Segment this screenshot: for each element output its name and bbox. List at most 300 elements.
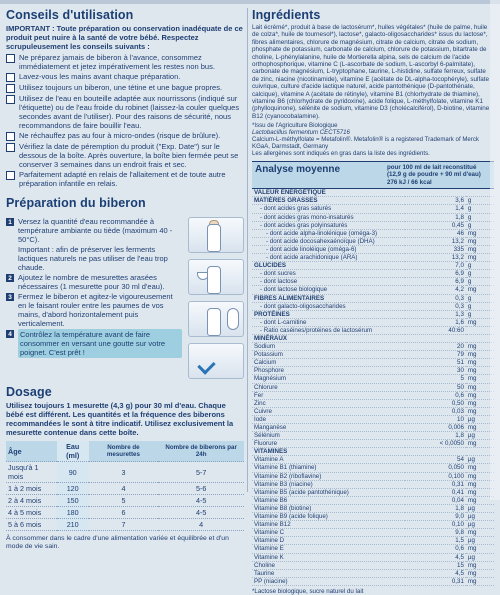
bottle-icon xyxy=(207,224,221,252)
analysis-value: 1,8 xyxy=(405,432,466,440)
analysis-value: 4,5 xyxy=(405,553,466,561)
analysis-unit: mg xyxy=(466,464,494,472)
analysis-unit: µg xyxy=(466,513,494,521)
analysis-header xyxy=(252,162,494,189)
illustration-check xyxy=(188,343,244,379)
dosage-cell: 120 xyxy=(57,483,89,495)
analysis-value: 50 xyxy=(405,383,466,391)
analysis-unit: mg xyxy=(466,391,494,399)
analysis-name: FIBRES ALIMENTAIRES xyxy=(252,294,405,302)
analysis-name: - dont acides gras saturés xyxy=(252,205,405,213)
analysis-value: 0,6 xyxy=(405,391,466,399)
analysis-row xyxy=(252,488,494,496)
analysis-row xyxy=(252,294,494,302)
dosage-text: Utilisez toujours 1 mesurette (4,3 g) pour 30 ml d'eau. Chaque bébé est différent. Les quantités et la fréquence des biberons recommandées le sont à titre indicatif. Utilisez exclusivement la mesurette contenue dans cette boîte. xyxy=(6,401,234,437)
checkbox-icon xyxy=(6,73,15,82)
analysis-name: Vitamine B5 (acide pantothénique) xyxy=(252,488,405,496)
analysis-row xyxy=(252,561,494,569)
analysis-unit: mg xyxy=(466,237,494,245)
analysis-row xyxy=(252,278,494,286)
analysis-value: 1,3 xyxy=(405,310,466,318)
prep-step xyxy=(6,217,182,244)
analysis-value: 46 xyxy=(405,229,466,237)
analysis-row xyxy=(252,480,494,488)
analysis-row xyxy=(252,537,494,545)
prep-illustrations xyxy=(188,217,244,379)
analysis-value: 1,8 xyxy=(405,213,466,221)
analysis-unit: µg xyxy=(466,521,494,529)
left-column xyxy=(6,6,244,550)
analysis-value: < 0,0050 xyxy=(405,440,466,448)
analysis-unit: µg xyxy=(466,432,494,440)
analysis-row xyxy=(252,424,494,432)
illustration-bottle xyxy=(188,217,244,253)
analysis-value: 0,03 xyxy=(405,407,466,415)
checklist-item xyxy=(6,94,244,130)
analysis-name: Magnésium xyxy=(252,375,405,383)
analysis-name: - dont lactose xyxy=(252,278,405,286)
analysis-unit: µg xyxy=(466,415,494,423)
analysis-value: 3,6 xyxy=(405,197,466,205)
analysis-name: - dont L-carnitine xyxy=(252,318,405,326)
analysis-row xyxy=(252,237,494,245)
checklist-item xyxy=(6,83,244,93)
checkbox-icon xyxy=(6,143,15,152)
analysis-name: Fer xyxy=(252,391,405,399)
step-number: 1 xyxy=(6,218,14,226)
right-column xyxy=(252,6,494,595)
analysis-unit: g xyxy=(466,213,494,221)
analysis-value: 10 xyxy=(405,415,466,423)
dosage-table-header xyxy=(6,441,244,462)
analysis-unit: mg xyxy=(466,375,494,383)
analysis-unit: µg xyxy=(466,537,494,545)
analysis-unit: mg xyxy=(466,561,494,569)
dosage-row xyxy=(6,483,244,495)
analysis-name: Choline xyxy=(252,561,405,569)
analysis-value: 15 xyxy=(405,561,466,569)
analysis-name: Sélénium xyxy=(252,432,405,440)
analysis-row xyxy=(252,415,494,423)
checkbox-icon xyxy=(6,95,15,104)
analysis-value: 0,31 xyxy=(405,480,466,488)
dosage-row xyxy=(6,507,244,519)
step-text: Fermez le biberon et agitez-le vigoureusement en le faisant rouler entre les paumes de vos mains, d'abord horizontalement puis verticalement. xyxy=(18,292,173,328)
dosage-row xyxy=(6,495,244,507)
analysis-name: Cuivre xyxy=(252,407,405,415)
dosage-table-body xyxy=(6,462,244,531)
analysis-row xyxy=(252,326,494,334)
analysis-row xyxy=(252,399,494,407)
analysis-value: 0,45 xyxy=(405,221,466,229)
analysis-name: - Ratio caséines/protéines de lactosérum xyxy=(252,326,405,334)
analysis-name: Vitamine B6 xyxy=(252,496,405,504)
checklist-text: Ne réchauffez pas au four à micro-ondes (risque de brûlure). xyxy=(19,131,221,140)
dosage-cell: 4-5 xyxy=(158,495,244,507)
analysis-name: VALEUR ÉNERGÉTIQUE xyxy=(252,189,405,197)
col-eau: Eau (ml) xyxy=(57,441,89,462)
analysis-value: 0,31 xyxy=(405,577,466,585)
step-number: 2 xyxy=(6,274,14,282)
analysis-table xyxy=(252,189,494,586)
analysis-value: 30 xyxy=(405,367,466,375)
bottle-icon xyxy=(207,308,221,336)
checklist-item xyxy=(6,131,244,141)
col-age: Âge xyxy=(6,441,57,462)
analysis-unit: mg xyxy=(466,488,494,496)
analysis-row xyxy=(252,545,494,553)
ingredients-text: Lait écrémé*, produit à base de lactosérum*, huiles végétales* (huile de palme, huile de colza*, huile de tournesol*), lactose*, galacto-oligosaccharides* issus du lactose*, fibres alimentaires, chlorure de magnésium, citrate de calcium, citrate de sodium, phosphate de potassium, carbonate de calcium, chlorure de potassium, bitartrate de choline, L-phénylalanine, huile de Mortierella alpina, sels de calcium de l'acide orthophosphorique, vitamine C (L-ascorbate de sodium, L-ascorbyl 6-palmitate), carbonate de magnésium, L-tryptophane, taurine, L-histidine, sulfate ferreux, sulfate de zinc, niacine (nicotinamide), vitamine E (acétate de DL-alpha-tocophéryle), sulfate cuivrique, culture d'acide lactique naturel, acide pantothénique (D-pantothénate, calcique), vitamine A (acétate de rétinyle), vitamine B1 (chlorhydrate de thiamine), vitamine B6 (chlorhydrate de pyridoxine), acide folique, L-méthylfolate, vitamine K1 (phylloquinone), sélénite de sodium, vitamine D3 (cholécalciférol), D-biotine, vitamine B12 (cyanocobalamine). xyxy=(252,24,490,120)
analysis-unit: mg xyxy=(466,399,494,407)
analysis-row xyxy=(252,343,494,351)
dosage-cell: 90 xyxy=(57,462,89,483)
prep-step xyxy=(6,329,182,358)
dosage-title: Dosage xyxy=(6,385,52,399)
analysis-row xyxy=(252,391,494,399)
analysis-unit: mg xyxy=(466,407,494,415)
checklist-item xyxy=(6,53,244,71)
analysis-value: 1,6 xyxy=(405,318,466,326)
analysis-row xyxy=(252,205,494,213)
checkbox-icon xyxy=(6,171,15,180)
analysis-row xyxy=(252,440,494,448)
dosage-section xyxy=(6,385,244,551)
analysis-unit: g xyxy=(466,294,494,302)
bottle-icon xyxy=(207,266,221,294)
analysis-unit: mg xyxy=(466,254,494,262)
analysis-name: - dont galacto-oligosaccharides xyxy=(252,302,405,310)
col-biberons: Nombre de biberons par 24h xyxy=(158,441,244,462)
analysis-value: 0,6 xyxy=(405,545,466,553)
analysis-row xyxy=(252,577,494,585)
illustration-shake xyxy=(188,301,244,337)
analysis-value xyxy=(405,448,466,456)
analysis-value: 335 xyxy=(405,245,466,253)
dosage-cell: 5 xyxy=(89,495,159,507)
analysis-name: - dont sucres xyxy=(252,270,405,278)
analysis-unit: µg xyxy=(466,504,494,512)
analysis-unit: g xyxy=(466,262,494,270)
column-divider xyxy=(247,8,248,492)
top-band xyxy=(0,0,500,4)
analysis-unit: mg xyxy=(466,359,494,367)
check-icon xyxy=(197,356,215,374)
analysis-row xyxy=(252,448,494,456)
analysis-name: - dont acide linoléique (oméga-6) xyxy=(252,245,405,253)
ingredients-title: Ingrédients xyxy=(252,8,321,22)
analysis-unit: mg xyxy=(466,472,494,480)
analysis-unit: mg xyxy=(466,424,494,432)
analysis-row xyxy=(252,513,494,521)
analysis-name: - dont acides gras polyinsaturés xyxy=(252,221,405,229)
analysis-name: Taurine xyxy=(252,569,405,577)
analysis-unit: µg xyxy=(466,456,494,464)
prep-title: Préparation du biberon xyxy=(6,196,146,210)
analysis-unit: mg xyxy=(466,367,494,375)
dosage-cell: 4 xyxy=(89,483,159,495)
analysis-row xyxy=(252,569,494,577)
analysis-value: 0,050 xyxy=(405,464,466,472)
dosage-cell: Jusqu'à 1 mois xyxy=(6,462,57,483)
analysis-unit: mg xyxy=(466,440,494,448)
analysis-table-wrapper xyxy=(252,161,494,595)
analysis-name: PP (niacine) xyxy=(252,577,405,585)
thermometer-icon xyxy=(227,308,239,330)
dosage-cell: 7 xyxy=(89,519,159,531)
dosage-cell: 6 xyxy=(89,507,159,519)
analysis-value: 1,4 xyxy=(405,205,466,213)
analysis-value: 1,8 xyxy=(405,504,466,512)
dosage-cell: 2 à 4 mois xyxy=(6,495,57,507)
analysis-unit: g xyxy=(466,221,494,229)
analysis-name: Phosphore xyxy=(252,367,405,375)
right-footer: *Lactose biologique, sucre naturel du lait xyxy=(252,587,364,595)
analysis-row xyxy=(252,553,494,561)
analysis-value: 0,3 xyxy=(405,302,466,310)
checklist-text: Utilisez toujours un biberon, une tétine et une bague propres. xyxy=(19,83,223,92)
analysis-row xyxy=(252,221,494,229)
checklist-item xyxy=(6,170,244,188)
step-text: Contrôlez la température avant de faire consommer en versant une goutte sur votre poignet. C'est prêt ! xyxy=(18,329,182,358)
analysis-unit: mg xyxy=(466,569,494,577)
analysis-name: Chlorure xyxy=(252,383,405,391)
analysis-name: Vitamine A xyxy=(252,456,405,464)
prep-step xyxy=(6,292,182,328)
illustration-scoop xyxy=(188,259,244,295)
analysis-row xyxy=(252,229,494,237)
analysis-per-100ml: pour 100 ml de lait reconstitué (12,9 g de poudre + 90 ml d'eau) xyxy=(387,164,481,179)
analysis-name: Vitamine B8 (biotine) xyxy=(252,504,405,512)
analysis-unit: mg xyxy=(466,383,494,391)
checklist-text: Parfaitement adapté en relais de l'allaitement et de toute autre préparation infantile en relais. xyxy=(19,170,226,188)
analysis-value: 0,50 xyxy=(405,399,466,407)
analysis-row xyxy=(252,262,494,270)
conseils-title: Conseils d'utilisation xyxy=(6,8,134,22)
analysis-unit: g xyxy=(466,302,494,310)
analysis-value: 5 xyxy=(405,375,466,383)
analysis-row xyxy=(252,383,494,391)
dosage-row xyxy=(6,462,244,483)
analysis-row xyxy=(252,302,494,310)
analysis-name: Fluorure xyxy=(252,440,405,448)
checkbox-icon xyxy=(6,54,15,63)
analysis-value: 0,41 xyxy=(405,488,466,496)
analysis-row xyxy=(252,213,494,221)
step-text: Important : afin de préserver les ferments lactiques naturels ne pas utiliser de l'eau trop chaude. xyxy=(18,245,168,272)
ingredients-note: Les allergènes sont indiqués en gras dans la liste des ingrédients. xyxy=(252,150,430,158)
analysis-name: Vitamine B9 (acide folique) xyxy=(252,513,405,521)
prep-section xyxy=(6,216,244,379)
analysis-value: 9,8 xyxy=(405,529,466,537)
analysis-name: GLUCIDES xyxy=(252,262,405,270)
analysis-value: 7,0 xyxy=(405,262,466,270)
checkbox-icon xyxy=(6,132,15,141)
analysis-name: Iode xyxy=(252,415,405,423)
analysis-name: - dont acide docosahexaénoïque (DHA) xyxy=(252,237,405,245)
analysis-name: Vitamine B1 (thiamine) xyxy=(252,464,405,472)
analysis-name: Vitamine D xyxy=(252,537,405,545)
analysis-row xyxy=(252,334,494,342)
analysis-unit: mg xyxy=(466,577,494,585)
analysis-value: 0,100 xyxy=(405,472,466,480)
analysis-value: 4,5 xyxy=(405,569,466,577)
dosage-table xyxy=(6,441,244,531)
analysis-unit: mg xyxy=(466,286,494,294)
analysis-unit: µg xyxy=(466,553,494,561)
analysis-row xyxy=(252,270,494,278)
analysis-value: 0,3 xyxy=(405,294,466,302)
col-mesurettes: Nombre de mesurettes xyxy=(89,441,159,462)
analysis-name: VITAMINES xyxy=(252,448,405,456)
ingredients-note: Lactobacillus fermentum CECT5716 xyxy=(252,129,350,137)
analysis-row xyxy=(252,464,494,472)
dosage-cell: 150 xyxy=(57,495,89,507)
analysis-name: Vitamine E xyxy=(252,545,405,553)
analysis-unit: mg xyxy=(466,245,494,253)
important-text: IMPORTANT : Toute préparation ou conservation inadéquate de ce produit peut nuire à la santé de votre bébé. Respectez scrupuleusement les conseils suivants : xyxy=(6,24,243,51)
analysis-value: 1,5 xyxy=(405,537,466,545)
checklist-text: Lavez-vous les mains avant chaque préparation. xyxy=(19,72,181,81)
analysis-unit: mg xyxy=(466,529,494,537)
dosage-cell: 5-7 xyxy=(158,462,244,483)
analysis-value xyxy=(405,334,466,342)
analysis-unit: g xyxy=(466,270,494,278)
analysis-unit: mg xyxy=(466,351,494,359)
ingredients-note: *Issu de l'Agriculture Biologique xyxy=(252,122,338,130)
analysis-unit: g xyxy=(466,278,494,286)
analysis-row xyxy=(252,529,494,537)
analysis-unit: mg xyxy=(466,229,494,237)
dosage-cell: 4 xyxy=(158,519,244,531)
prep-step xyxy=(6,273,182,291)
analysis-unit: mg xyxy=(466,545,494,553)
step-text: Versez la quantité d'eau recommandée à température ambiante ou tiède (maximum 40 - 50°C). xyxy=(18,217,173,244)
analysis-unit: g xyxy=(466,197,494,205)
dosage-cell: 4-5 xyxy=(158,507,244,519)
analysis-row xyxy=(252,432,494,440)
analysis-row xyxy=(252,521,494,529)
left-footer: À consommer dans le cadre d'une alimentation variée et équilibrée et d'un mode de vie sain. xyxy=(6,535,229,550)
analysis-value: 0,04 xyxy=(405,496,466,504)
analysis-energy: 276 kJ / 66 kcal xyxy=(387,179,432,187)
analysis-name: Vitamine B2 (riboflavine) xyxy=(252,472,405,480)
analysis-row xyxy=(252,286,494,294)
analysis-row xyxy=(252,254,494,262)
prep-step xyxy=(6,245,182,272)
analysis-table-body xyxy=(252,189,494,585)
analysis-unit: mg xyxy=(466,343,494,351)
analysis-value: 6,9 xyxy=(405,270,466,278)
analysis-unit: g xyxy=(466,205,494,213)
dosage-cell: 4 à 5 mois xyxy=(6,507,57,519)
analysis-name: Vitamine C xyxy=(252,529,405,537)
analysis-row xyxy=(252,245,494,253)
analysis-name: Vitamine K xyxy=(252,553,405,561)
analysis-row xyxy=(252,367,494,375)
analysis-row xyxy=(252,472,494,480)
analysis-value: 0,10 xyxy=(405,521,466,529)
analysis-unit: mg xyxy=(466,496,494,504)
analysis-name: - dont acide arachidonique (ARA) xyxy=(252,254,405,262)
analysis-name: - dont acide alpha-linolénique (oméga-3) xyxy=(252,229,405,237)
prep-steps xyxy=(6,216,182,379)
analysis-row xyxy=(252,197,494,205)
analysis-row xyxy=(252,189,494,197)
analysis-row xyxy=(252,351,494,359)
checklist-text: Vérifiez la date de péremption du produit ("Exp. Date") sur le dessous de la boîte. Après ouverture, la boîte bien fermée peut se conserver 3 semaines dans un endroit frais et sec. xyxy=(19,142,239,169)
analysis-value: 13,2 xyxy=(405,254,466,262)
checklist-text: Utilisez de l'eau en bouteille adaptée aux nourrissons (indiqué sur l'étiquette) ou de l'eau froide du robinet (laissez-la couler quelques secondes avant de l'utiliser). Pour des raisons de sécurité, nous recommandons de faire bouillir l'eau. xyxy=(19,94,240,130)
analysis-name: Vitamine B12 xyxy=(252,521,405,529)
analysis-name: Calcium xyxy=(252,359,405,367)
dosage-row xyxy=(6,519,244,531)
dosage-cell: 3 xyxy=(89,462,159,483)
analysis-name: Vitamine B3 (niacine) xyxy=(252,480,405,488)
analysis-value: 13,2 xyxy=(405,237,466,245)
dosage-cell: 5 à 6 mois xyxy=(6,519,57,531)
step-text: Ajoutez le nombre de mesurettes arasées nécessaires (1 mesurette pour 30 ml d'eau). xyxy=(18,273,165,291)
step-number xyxy=(6,246,14,254)
dosage-cell: 180 xyxy=(57,507,89,519)
analysis-row xyxy=(252,375,494,383)
analysis-row xyxy=(252,496,494,504)
dosage-cell: 1 à 2 mois xyxy=(6,483,57,495)
analysis-value xyxy=(405,189,466,197)
checklist-item xyxy=(6,72,244,82)
analysis-value: 4,2 xyxy=(405,286,466,294)
analysis-title: Analyse moyenne xyxy=(255,164,341,176)
analysis-value: 54 xyxy=(405,456,466,464)
analysis-value: 0,006 xyxy=(405,424,466,432)
analysis-value: 51 xyxy=(405,359,466,367)
dosage-cell: 5-6 xyxy=(158,483,244,495)
step-number: 4 xyxy=(6,330,14,338)
analysis-value: 9,0 xyxy=(405,513,466,521)
ingredients-notes xyxy=(252,122,494,157)
analysis-name: MATIÈRES GRASSES xyxy=(252,197,405,205)
analysis-row xyxy=(252,318,494,326)
checklist-text: Ne préparez jamais de biberon à l'avance, consommez immédiatement et jetez impérativement les restes non bus. xyxy=(19,53,215,71)
ingredients-note: Calcium-L-méthylfolate = Metafolin®. Metafolin® is a registered Trademark of Merck KGaA, Darmstadt, Germany xyxy=(252,136,479,151)
conseils-checklist xyxy=(6,53,244,188)
analysis-value: 20 xyxy=(405,343,466,351)
analysis-unit: mg xyxy=(466,318,494,326)
analysis-unit: mg xyxy=(466,480,494,488)
analysis-unit: g xyxy=(466,310,494,318)
analysis-head-note xyxy=(384,162,494,188)
analysis-row xyxy=(252,310,494,318)
analysis-value: 40:60 xyxy=(405,326,466,334)
dosage-cell: 210 xyxy=(57,519,89,531)
analysis-row xyxy=(252,456,494,464)
step-number: 3 xyxy=(6,293,14,301)
analysis-name: - dont acides gras mono-insaturés xyxy=(252,213,405,221)
checkbox-icon xyxy=(6,84,15,93)
analysis-name: Potassium xyxy=(252,351,405,359)
checklist-item xyxy=(6,142,244,169)
analysis-name: Zinc xyxy=(252,399,405,407)
analysis-name: - dont lactose biologique xyxy=(252,286,405,294)
right-edge-shade xyxy=(490,0,500,500)
analysis-row xyxy=(252,504,494,512)
analysis-row xyxy=(252,407,494,415)
analysis-name: Manganèse xyxy=(252,424,405,432)
analysis-row xyxy=(252,359,494,367)
analysis-value: 79 xyxy=(405,351,466,359)
analysis-name: MINÉRAUX xyxy=(252,334,405,342)
analysis-name: PROTÉINES xyxy=(252,310,405,318)
analysis-name: Sodium xyxy=(252,343,405,351)
